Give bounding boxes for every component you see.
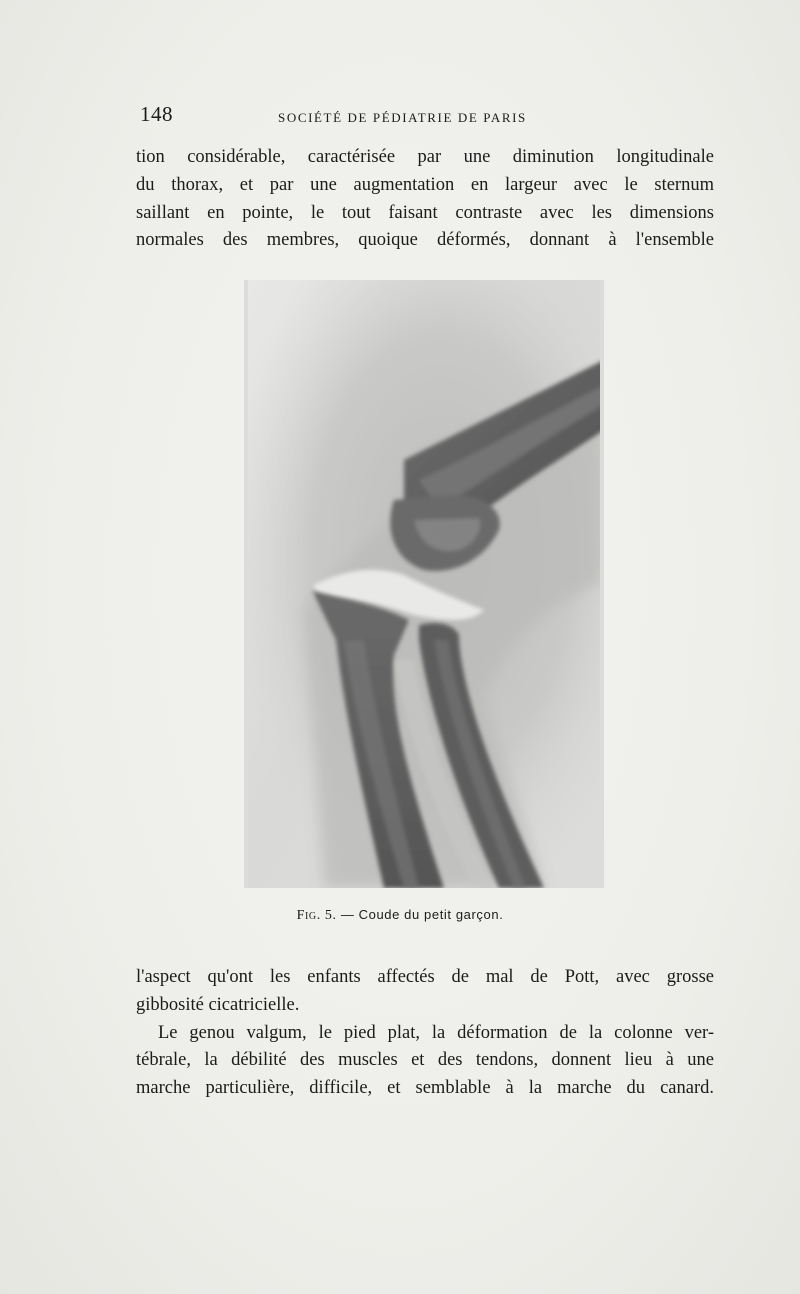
text-line: normales des membres, quoique déformés, donnant à l'ensemble [136,230,714,251]
text-line: saillant en pointe, le tout faisant contraste avec les dimensions [136,202,714,223]
elbow-xray-image [244,280,604,888]
text-line: marche particulière, difficile, et semblable à la marche du canard. [136,1078,714,1099]
page-number: 148 [140,102,173,126]
running-head: SOCIÉTÉ DE PÉDIATRIE DE PARIS [278,110,527,125]
figure-label: Fig. 5. [296,908,337,923]
text-line: tébrale, la débilité des muscles et des tendons, donnent lieu à une [136,1050,714,1071]
top-paragraph [136,144,714,255]
text-line: du thorax, et par une augmentation en largeur avec le sternum [136,174,714,195]
figure-caption [0,907,800,924]
bottom-paragraphs [136,964,714,1103]
text-line: tion considérable, caractérisée par une diminution longitudinale [136,147,714,167]
page-header [140,100,572,130]
text-line: l'aspect qu'ont les enfants affectés de mal de Pott, avec grosse [136,967,714,987]
figure-caption-text: — Coude du petit garçon. [336,907,504,922]
text-line: gibbosité cicatricielle. [136,994,300,1015]
text-line: Le genou valgum, le pied plat, la déformation de la colonne ver- [158,1022,714,1043]
xray-figure [244,280,604,888]
